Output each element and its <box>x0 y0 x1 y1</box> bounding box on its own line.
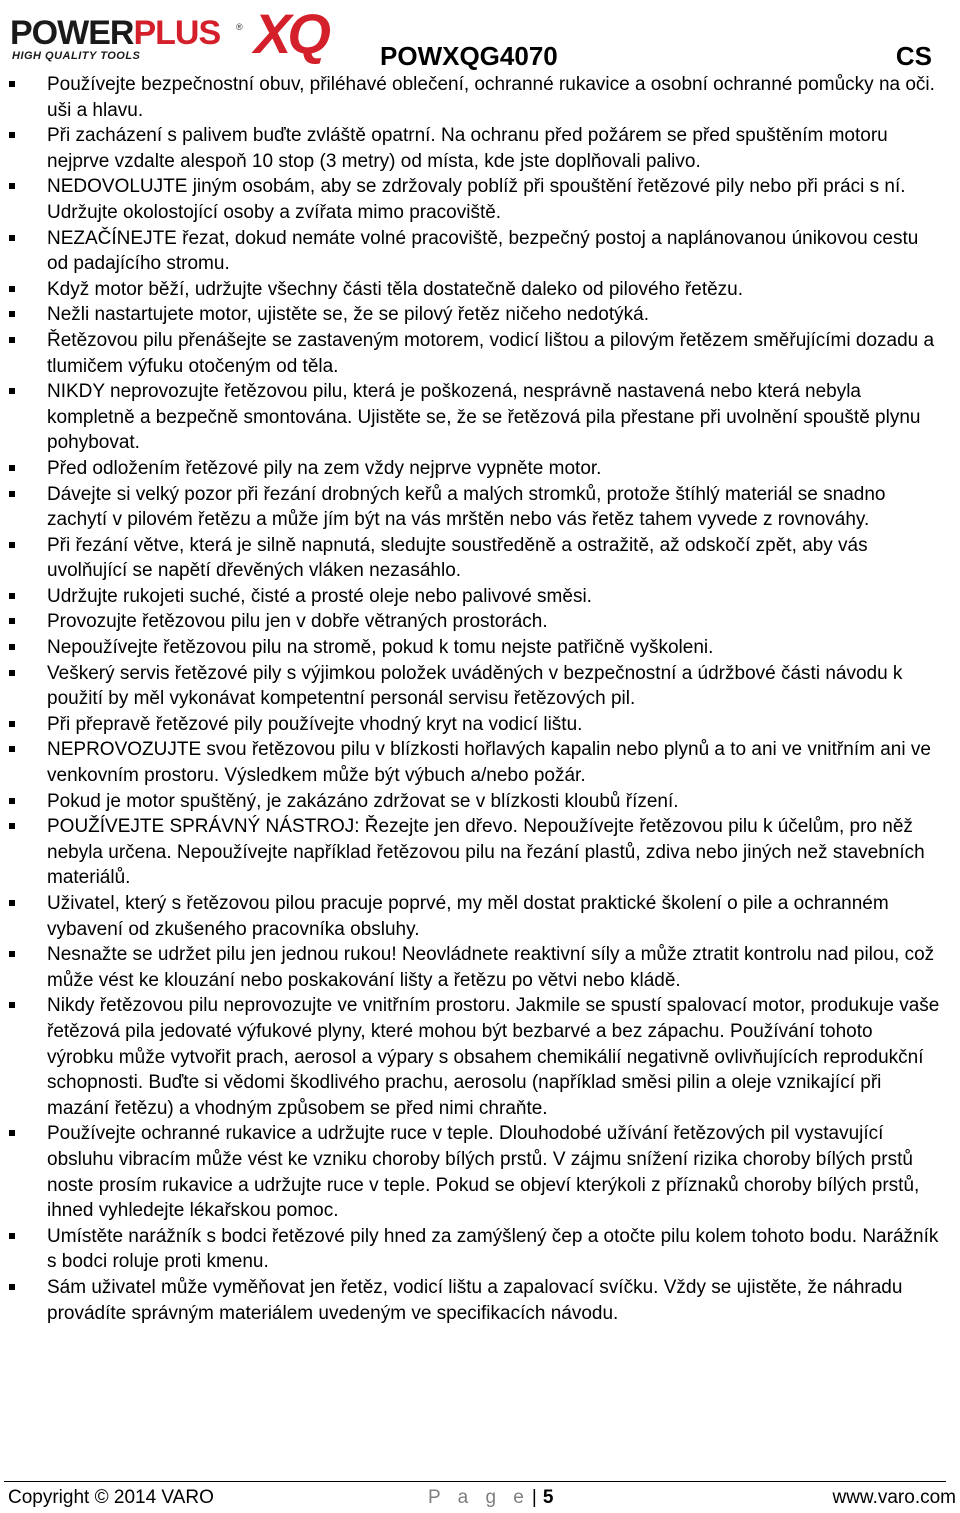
rule-text: Nežli nastartujete motor, ujistěte se, že se pilový řetěz ničeho nedotýká. <box>47 304 649 326</box>
rule-text: Udržujte rukojeti suché, čisté a prosté oleje nebo palivové směsi. <box>47 585 592 607</box>
brand-power: POWER <box>10 14 134 52</box>
page-label: P a g e <box>428 1487 530 1508</box>
rule-text: Nesnažte se udržet pilu jen jednou rukou! Neovládnete reaktivní síly a může ztratit kontrolu nad pilou, což může vést ke klouzání nebo poskakování lišty a řetězu po větvi nebo kládě. <box>47 944 935 991</box>
rule-text: Sám uživatel může vyměňovat jen řetěz, vodicí lištu a zapalovací svíčku. Vždy se ujistěte, že náhradu provádíte správným materiálem uvedeným ve specifikacích návodu. <box>47 1276 903 1324</box>
website-text: www.varo.com <box>832 1487 956 1508</box>
safety-instructions <box>0 72 960 1326</box>
square-bullet-icon <box>9 593 15 599</box>
rule-item <box>0 72 960 123</box>
rule-item <box>0 584 960 610</box>
rule-item <box>0 328 960 379</box>
rule-item <box>0 661 960 712</box>
rule-item <box>0 379 960 456</box>
square-bullet-icon <box>9 618 15 624</box>
rule-item <box>0 123 960 174</box>
powerplus-xq-logo <box>10 2 350 68</box>
square-bullet-icon <box>9 542 15 548</box>
square-bullet-icon <box>9 644 15 650</box>
page-footer <box>0 1486 960 1510</box>
rule-text: Řetězovou pilu přenášejte se zastaveným motorem, vodicí lištou a pilovým řetězem směřujícími dozadu a tlumičem výfuku otočeným od těla. <box>47 329 935 377</box>
rule-item <box>0 456 960 482</box>
rule-text: Dávejte si velký pozor při řezání drobných keřů a malých stromků, protože štíhlý materiál se snadno zachytí v pilovém řetězu a může jím být na vás mrštěn nebo vás řetěz tahem vyvede z rovnováhy. <box>47 483 886 531</box>
rule-item <box>0 1121 960 1223</box>
square-bullet-icon <box>9 900 15 906</box>
page-separator: | <box>531 1487 537 1508</box>
rule-text: Používejte ochranné rukavice a udržujte ruce v teple. Dlouhodobé užívání řetězových pil vystavující obsluhu vibracím může vést ke vzniku choroby bílých prstů. V zájmu snížení rizika choroby bílých prstů noste prosím rukavice a udržujte ruce v teple. Pokud se objeví kterýkoli z příznaků choroby bílých prstů, ihned vyhledejte lékařskou pomoc. <box>47 1123 920 1222</box>
rule-text: Umístěte narážník s bodci řetězové pily hned za zamýšlený čep a otočte pilu kolem tohoto bodu. Narážník s bodci roluje proti kmenu. <box>47 1225 939 1273</box>
rule-text: Pokud je motor spuštěný, je zakázáno zdržovat se v blízkosti kloubů řízení. <box>47 790 679 812</box>
rule-text: Uživatel, který s řetězovou pilou pracuje poprvé, my měl dostat praktické školení o pile a ochranném vybavení od zkušeného pracovníka obsluhy. <box>47 893 889 940</box>
rule-text: Veškerý servis řetězové pily s výjimkou položek uváděných v bezpečnostní a údržbové části návodu k použití by měl vykonávat kompetentní personál servisu řetězových pil. <box>47 662 903 710</box>
square-bullet-icon <box>9 337 15 343</box>
rule-text: NEZAČÍNEJTE řezat, dokud nemáte volné pracoviště, bezpečný postoj a naplánovanou únikovou cestu od padajícího stromu. <box>47 227 919 275</box>
rule-text: Při přepravě řetězové pily používejte vhodný kryt na vodicí lištu. <box>47 713 583 735</box>
registered-mark: ® <box>236 22 243 32</box>
rule-item <box>0 814 960 891</box>
rule-text: Nepoužívejte řetězovou pilu na stromě, pokud k tomu nejste patřičně vyškoleni. <box>47 637 714 659</box>
square-bullet-icon <box>9 132 15 138</box>
rules-list <box>0 72 960 1326</box>
rule-item <box>0 712 960 738</box>
page-indicator <box>428 1486 553 1510</box>
rule-item <box>0 1275 960 1326</box>
square-bullet-icon <box>9 1130 15 1136</box>
footer-divider <box>4 1481 946 1482</box>
square-bullet-icon <box>9 286 15 292</box>
page-number: 5 <box>542 1487 554 1508</box>
square-bullet-icon <box>9 1002 15 1008</box>
rule-text: Když motor běží, udržujte všechny části těla dostatečně daleko od pilového řetězu. <box>47 278 744 300</box>
square-bullet-icon <box>9 746 15 752</box>
square-bullet-icon <box>9 465 15 471</box>
rule-text: Před odložením řetězové pily na zem vždy nejprve vypněte motor. <box>47 457 602 479</box>
model-number: POWXQG4070 <box>380 41 558 71</box>
square-bullet-icon <box>9 721 15 727</box>
page-header <box>0 0 960 72</box>
square-bullet-icon <box>9 823 15 829</box>
rule-text: Při zacházení s palivem buďte zvláště opatrní. Na ochranu před požárem se před spuštěním motoru nejprve vzdalte alespoň 10 stop (3 metry) od místa, kde jste doplňovali palivo. <box>47 125 888 172</box>
rule-item <box>0 609 960 635</box>
square-bullet-icon <box>9 951 15 957</box>
rule-text: POUŽÍVEJTE SPRÁVNÝ NÁSTROJ: Řezejte jen dřevo. Nepoužívejte řetězovou pilu k účelům, pro něž nebyla určena. Nepoužívejte například řetězovou pilu na řezání plastů, zdiva nebo jiných než stavebních materiálů. <box>47 816 925 889</box>
square-bullet-icon <box>9 670 15 676</box>
rule-item <box>0 635 960 661</box>
rule-item <box>0 942 960 993</box>
brand-wordmark <box>10 16 220 50</box>
rule-item <box>0 277 960 303</box>
rule-text: Nikdy řetězovou pilu neprovozujte ve vnitřním prostoru. Jakmile se spustí spalovací motor, produkuje vaše řetězová pila jedovaté výfukové plyny, které mohou být bezbarvé a bez zápachu. Používání tohoto výrobku může vytvořit prach, aerosol a výpary s obsahem chemikálií negativně ovlivňujících reprodukční schopnosti. Buďte si vědomi škodlivého prachu, aerosolu (například směsi pilin a oleje vznikající při mazání řetězu) a vhodným způsobem se před nimi chraňte. <box>47 995 940 1119</box>
rule-text: Používejte bezpečnostní obuv, přiléhavé oblečení, ochranné rukavice a osobní ochranné pomůcky na oči. uši a hlavu. <box>47 74 935 121</box>
rule-item <box>0 993 960 1121</box>
square-bullet-icon <box>9 798 15 804</box>
square-bullet-icon <box>9 183 15 189</box>
square-bullet-icon <box>9 81 15 87</box>
square-bullet-icon <box>9 1284 15 1290</box>
rule-item <box>0 226 960 277</box>
rule-item <box>0 891 960 942</box>
rule-text: NEPROVOZUJTE svou řetězovou pilu v blízkosti hořlavých kapalin nebo plynů a to ani ve vnitřním ani ve venkovním prostoru. Výsledkem může být výbuch a/nebo požár. <box>47 739 931 787</box>
square-bullet-icon <box>9 388 15 394</box>
language-code: CS <box>895 41 932 71</box>
rule-item <box>0 482 960 533</box>
rule-item <box>0 533 960 584</box>
brand-xq: XQ <box>254 2 327 65</box>
rule-item <box>0 1224 960 1275</box>
copyright-text: Copyright © 2014 VARO <box>8 1487 214 1508</box>
square-bullet-icon <box>9 235 15 241</box>
square-bullet-icon <box>9 491 15 497</box>
rule-text: NEDOVOLUJTE jiným osobám, aby se zdržovaly poblíž při spouštění řetězové pily nebo při práci s ní. Udržujte okolostojící osoby a zvířata mimo pracoviště. <box>47 176 906 223</box>
rule-item <box>0 174 960 225</box>
rule-text: Provozujte řetězovou pilu jen v dobře větraných prostorách. <box>47 611 548 633</box>
square-bullet-icon <box>9 1233 15 1239</box>
brand-plus: PLUS <box>133 14 221 52</box>
brand-tagline: HIGH QUALITY TOOLS <box>12 50 141 62</box>
rule-text: NIKDY neprovozujte řetězovou pilu, která je poškozená, nesprávně nastavená nebo která nebyla kompletně a bezpečně smontována. Ujistěte se, že se řetězová pila přestane při uvolnění spouště plynu pohybovat. <box>47 381 921 454</box>
rule-item <box>0 302 960 328</box>
rule-text: Při řezání větve, která je silně napnutá, sledujte soustředěně a ostražitě, až odskočí zpět, aby vás uvolňující se napětí dřevěných vláken nezasáhlo. <box>47 534 868 582</box>
square-bullet-icon <box>9 311 15 317</box>
rule-item <box>0 789 960 815</box>
rule-item <box>0 737 960 788</box>
